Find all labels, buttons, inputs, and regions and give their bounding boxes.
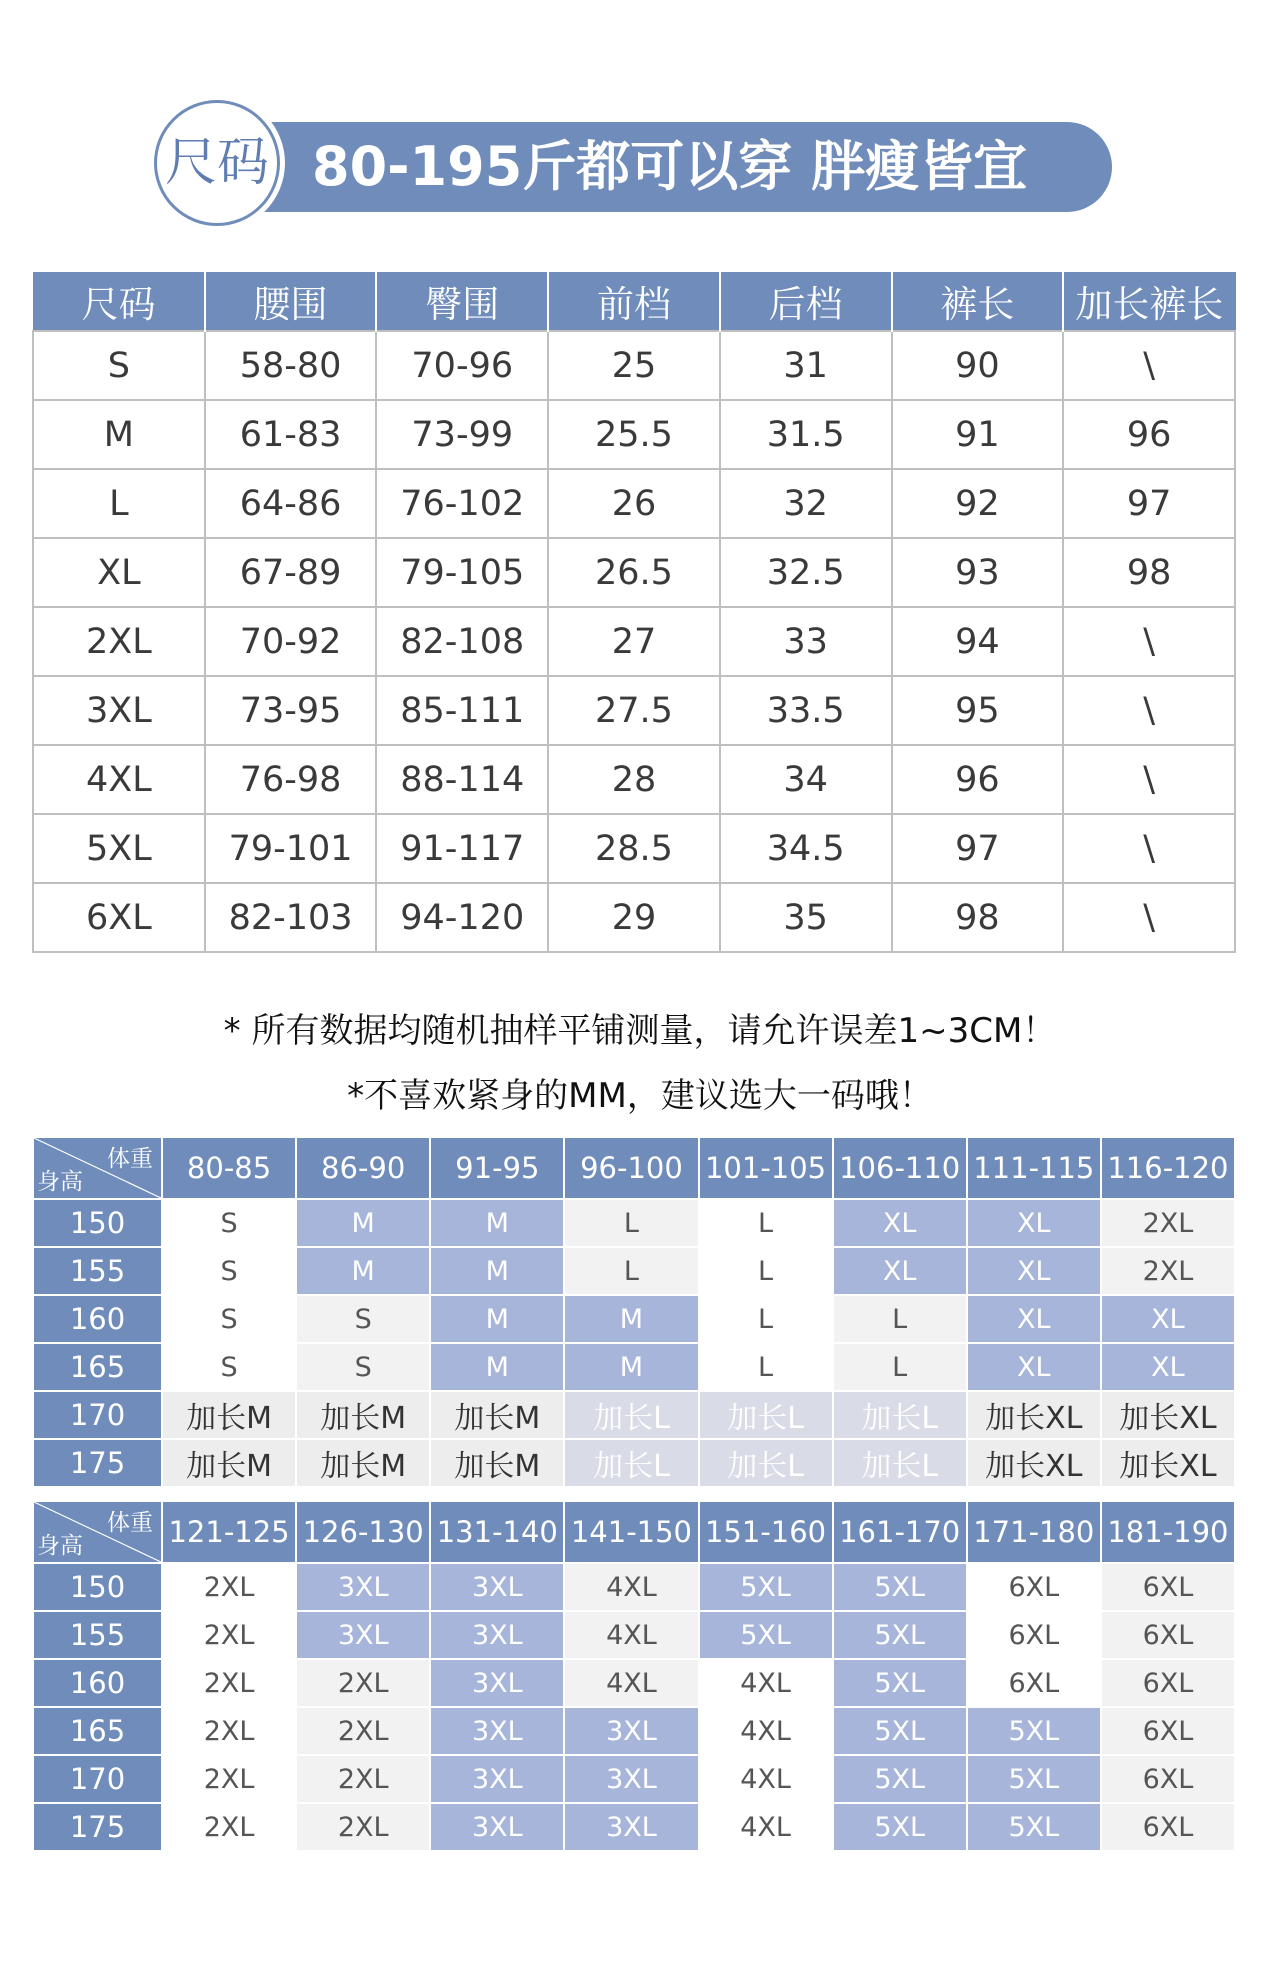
size-chart-cell: 96: [1063, 400, 1235, 469]
size-chart-cell: 27: [548, 607, 720, 676]
height-header: 170: [33, 1391, 162, 1439]
size-chart-cell: 88-114: [376, 745, 548, 814]
recommended-size-cell: 加长M: [296, 1391, 430, 1439]
recommended-size-cell: 加长L: [564, 1439, 698, 1487]
grid-row: [33, 1295, 1235, 1343]
size-chart-row: [33, 538, 1235, 607]
recommended-size-cell: 3XL: [564, 1707, 698, 1755]
recommended-size-cell: 4XL: [564, 1611, 698, 1659]
recommended-size-cell: L: [833, 1343, 967, 1391]
size-chart-cell: \: [1063, 814, 1235, 883]
recommended-size-cell: 2XL: [296, 1659, 430, 1707]
recommended-size-cell: 加长M: [162, 1439, 296, 1487]
recommended-size-cell: 3XL: [296, 1563, 430, 1611]
grid-row: [33, 1803, 1235, 1851]
recommended-size-cell: 加长L: [699, 1391, 833, 1439]
size-chart-cell: 79-105: [376, 538, 548, 607]
size-chart-cell: 25.5: [548, 400, 720, 469]
recommended-size-cell: 3XL: [430, 1563, 564, 1611]
size-chart-cell: 97: [892, 814, 1064, 883]
recommended-size-cell: XL: [967, 1247, 1101, 1295]
size-chart-cell: 61-83: [205, 400, 377, 469]
recommended-size-cell: 3XL: [430, 1755, 564, 1803]
size-chart-cell: L: [33, 469, 205, 538]
size-chart-cell: \: [1063, 883, 1235, 952]
recommended-size-cell: M: [430, 1343, 564, 1391]
size-chart-cell: 2XL: [33, 607, 205, 676]
grid-row: [33, 1755, 1235, 1803]
height-header: 150: [33, 1199, 162, 1247]
recommended-size-cell: XL: [967, 1199, 1101, 1247]
recommended-size-cell: XL: [1101, 1343, 1235, 1391]
weight-range-header: 116-120: [1101, 1137, 1235, 1199]
recommended-size-cell: 加长M: [162, 1391, 296, 1439]
weight-range-header: 86-90: [296, 1137, 430, 1199]
weight-range-header: 181-190: [1101, 1501, 1235, 1563]
size-chart-header-cell: 臀围: [376, 271, 548, 331]
size-chart-cell: 73-95: [205, 676, 377, 745]
recommended-size-cell: 加长XL: [967, 1391, 1101, 1439]
size-chart-cell: 70-92: [205, 607, 377, 676]
recommended-size-cell: S: [162, 1247, 296, 1295]
size-chart-cell: 79-101: [205, 814, 377, 883]
size-chart-cell: 92: [892, 469, 1064, 538]
recommended-size-cell: XL: [967, 1295, 1101, 1343]
grid-header-row: [33, 1137, 1235, 1199]
recommended-size-cell: XL: [833, 1247, 967, 1295]
height-header: 160: [33, 1295, 162, 1343]
weight-range-header: 91-95: [430, 1137, 564, 1199]
size-chart-row: [33, 400, 1235, 469]
size-chart-table: [32, 270, 1236, 953]
size-chart-cell: 28: [548, 745, 720, 814]
recommended-size-cell: 6XL: [1101, 1707, 1235, 1755]
weight-range-header: 106-110: [833, 1137, 967, 1199]
recommended-size-cell: 3XL: [430, 1803, 564, 1851]
size-chart-cell: 31.5: [720, 400, 892, 469]
measurement-note: * 所有数据均随机抽样平铺测量，请允许误差1~3CM！: [223, 1011, 1057, 1051]
weight-range-header: 121-125: [162, 1501, 296, 1563]
size-chart-row: [33, 745, 1235, 814]
height-header: 175: [33, 1803, 162, 1851]
recommended-size-cell: S: [296, 1295, 430, 1343]
weight-range-header: 101-105: [699, 1137, 833, 1199]
recommended-size-cell: 加长L: [833, 1439, 967, 1487]
recommended-size-cell: 2XL: [162, 1707, 296, 1755]
size-chart-cell: 26: [548, 469, 720, 538]
size-chart-row: [33, 676, 1235, 745]
recommended-size-cell: L: [699, 1199, 833, 1247]
recommended-size-cell: XL: [1101, 1295, 1235, 1343]
size-chart-body: [33, 331, 1235, 952]
weight-range-header: 151-160: [699, 1501, 833, 1563]
size-chart-cell: \: [1063, 331, 1235, 400]
size-chart-row: [33, 469, 1235, 538]
size-chart-cell: XL: [33, 538, 205, 607]
size-chart-cell: 76-98: [205, 745, 377, 814]
recommended-size-cell: 3XL: [430, 1611, 564, 1659]
recommended-size-cell: M: [296, 1199, 430, 1247]
size-chart-header-row: [33, 271, 1235, 331]
size-chart-cell: 29: [548, 883, 720, 952]
recommended-size-cell: 5XL: [833, 1611, 967, 1659]
recommended-size-cell: 5XL: [833, 1707, 967, 1755]
size-chart-cell: \: [1063, 745, 1235, 814]
grid-row: [33, 1563, 1235, 1611]
recommended-size-cell: 加长L: [833, 1391, 967, 1439]
recommended-size-cell: 3XL: [564, 1755, 698, 1803]
recommended-size-cell: 3XL: [430, 1659, 564, 1707]
size-chart-cell: S: [33, 331, 205, 400]
size-chart-cell: 82-103: [205, 883, 377, 952]
size-chart-cell: 76-102: [376, 469, 548, 538]
corner-height-label: 身高: [37, 1169, 83, 1195]
size-chart-cell: 32: [720, 469, 892, 538]
banner-badge-label: 尺码: [164, 133, 269, 193]
size-chart-cell: \: [1063, 607, 1235, 676]
recommended-size-cell: L: [564, 1247, 698, 1295]
grid-header-row: [33, 1501, 1235, 1563]
recommended-size-cell: 6XL: [1101, 1563, 1235, 1611]
size-chart-cell: 82-108: [376, 607, 548, 676]
header-banner: [152, 100, 1112, 230]
recommended-size-cell: 5XL: [833, 1659, 967, 1707]
recommended-size-cell: 加长M: [430, 1439, 564, 1487]
recommended-size-cell: 6XL: [967, 1563, 1101, 1611]
size-chart-cell: 95: [892, 676, 1064, 745]
size-chart-cell: 67-89: [205, 538, 377, 607]
recommended-size-cell: 加长XL: [1101, 1391, 1235, 1439]
recommended-size-cell: 5XL: [967, 1755, 1101, 1803]
size-recommendation-grid-light: [32, 1136, 1236, 1488]
banner-badge: [154, 100, 280, 226]
size-chart-row: [33, 607, 1235, 676]
grid-row: [33, 1247, 1235, 1295]
size-chart-cell: 93: [892, 538, 1064, 607]
size-chart-cell: 85-111: [376, 676, 548, 745]
recommended-size-cell: 2XL: [296, 1755, 430, 1803]
recommended-size-cell: 5XL: [833, 1803, 967, 1851]
size-chart-cell: 34.5: [720, 814, 892, 883]
size-chart-cell: 27.5: [548, 676, 720, 745]
recommended-size-cell: 加长M: [296, 1439, 430, 1487]
grid-corner-cell: [33, 1501, 162, 1563]
size-chart-cell: 98: [1063, 538, 1235, 607]
recommended-size-cell: 4XL: [699, 1707, 833, 1755]
size-chart-cell: 3XL: [33, 676, 205, 745]
size-chart-row: [33, 883, 1235, 952]
size-chart-cell: \: [1063, 676, 1235, 745]
weight-range-header: 131-140: [430, 1501, 564, 1563]
size-chart-cell: 5XL: [33, 814, 205, 883]
size-chart-cell: 33: [720, 607, 892, 676]
recommended-size-cell: 4XL: [699, 1659, 833, 1707]
weight-range-header: 126-130: [296, 1501, 430, 1563]
size-recommendation-grid-heavy: [32, 1500, 1236, 1852]
size-chart-cell: 90: [892, 331, 1064, 400]
size-chart-header-cell: 裤长: [892, 271, 1064, 331]
recommended-size-cell: 6XL: [1101, 1659, 1235, 1707]
grid-corner-cell: [33, 1137, 162, 1199]
recommended-size-cell: M: [430, 1199, 564, 1247]
size-chart-cell: 28.5: [548, 814, 720, 883]
recommended-size-cell: M: [430, 1247, 564, 1295]
recommended-size-cell: 4XL: [564, 1563, 698, 1611]
recommended-size-cell: 6XL: [1101, 1755, 1235, 1803]
size-chart-cell: 97: [1063, 469, 1235, 538]
recommended-size-cell: 2XL: [1101, 1247, 1235, 1295]
banner-title: 80-195斤都可以穿 胖瘦皆宜: [312, 135, 1028, 198]
recommended-size-cell: M: [564, 1295, 698, 1343]
size-chart-row: [33, 331, 1235, 400]
size-chart-cell: 94: [892, 607, 1064, 676]
recommended-size-cell: 4XL: [699, 1755, 833, 1803]
height-header: 155: [33, 1611, 162, 1659]
recommended-size-cell: L: [699, 1295, 833, 1343]
recommended-size-cell: S: [162, 1295, 296, 1343]
size-chart-cell: 94-120: [376, 883, 548, 952]
recommended-size-cell: 2XL: [296, 1707, 430, 1755]
size-chart-cell: 32.5: [720, 538, 892, 607]
grid-row: [33, 1659, 1235, 1707]
size-chart-cell: 73-99: [376, 400, 548, 469]
size-chart-cell: 96: [892, 745, 1064, 814]
recommended-size-cell: L: [564, 1199, 698, 1247]
recommended-size-cell: 3XL: [296, 1611, 430, 1659]
size-chart-cell: 34: [720, 745, 892, 814]
recommended-size-cell: 5XL: [967, 1707, 1101, 1755]
grid-row: [33, 1391, 1235, 1439]
recommended-size-cell: 5XL: [833, 1563, 967, 1611]
corner-height-label: 身高: [37, 1533, 83, 1559]
size-chart-header-cell: 后档: [720, 271, 892, 331]
size-chart-row: [33, 814, 1235, 883]
size-chart-cell: 70-96: [376, 331, 548, 400]
recommended-size-cell: 6XL: [967, 1611, 1101, 1659]
recommended-size-cell: 2XL: [162, 1803, 296, 1851]
height-header: 160: [33, 1659, 162, 1707]
recommended-size-cell: 6XL: [1101, 1803, 1235, 1851]
recommended-size-cell: L: [833, 1295, 967, 1343]
recommended-size-cell: 6XL: [1101, 1611, 1235, 1659]
grid-row: [33, 1707, 1235, 1755]
recommended-size-cell: 5XL: [699, 1611, 833, 1659]
recommended-size-cell: L: [699, 1247, 833, 1295]
recommended-size-cell: 2XL: [162, 1611, 296, 1659]
grid-row: [33, 1439, 1235, 1487]
height-header: 165: [33, 1343, 162, 1391]
size-chart-cell: 35: [720, 883, 892, 952]
weight-range-header: 171-180: [967, 1501, 1101, 1563]
recommended-size-cell: 加长M: [430, 1391, 564, 1439]
recommended-size-cell: 加长XL: [1101, 1439, 1235, 1487]
recommended-size-cell: 5XL: [699, 1563, 833, 1611]
size-chart-header-cell: 前档: [548, 271, 720, 331]
recommended-size-cell: 2XL: [296, 1803, 430, 1851]
recommended-size-cell: 2XL: [162, 1659, 296, 1707]
recommended-size-cell: 6XL: [967, 1659, 1101, 1707]
recommended-size-cell: 2XL: [162, 1755, 296, 1803]
size-chart-header-cell: 腰围: [205, 271, 377, 331]
recommended-size-cell: 3XL: [564, 1803, 698, 1851]
recommended-size-cell: L: [699, 1343, 833, 1391]
size-chart-cell: M: [33, 400, 205, 469]
size-chart-cell: 4XL: [33, 745, 205, 814]
weight-range-header: 96-100: [564, 1137, 698, 1199]
recommended-size-cell: 2XL: [162, 1563, 296, 1611]
recommended-size-cell: XL: [833, 1199, 967, 1247]
grid-row: [33, 1199, 1235, 1247]
recommended-size-cell: 加长XL: [967, 1439, 1101, 1487]
recommended-size-cell: S: [296, 1343, 430, 1391]
height-header: 165: [33, 1707, 162, 1755]
height-header: 170: [33, 1755, 162, 1803]
recommended-size-cell: 4XL: [699, 1803, 833, 1851]
size-chart-cell: 98: [892, 883, 1064, 952]
recommended-size-cell: S: [162, 1199, 296, 1247]
weight-range-header: 80-85: [162, 1137, 296, 1199]
size-chart-cell: 91: [892, 400, 1064, 469]
weight-range-header: 141-150: [564, 1501, 698, 1563]
size-chart-cell: 64-86: [205, 469, 377, 538]
grid-row: [33, 1611, 1235, 1659]
size-chart-header-cell: 尺码: [33, 271, 205, 331]
height-header: 175: [33, 1439, 162, 1487]
sizing-advice-note: *不喜欢紧身的MM，建议选大一码哦！: [347, 1076, 933, 1116]
size-chart-cell: 58-80: [205, 331, 377, 400]
recommended-size-cell: 加长L: [699, 1439, 833, 1487]
corner-weight-label: 体重: [107, 1146, 153, 1172]
recommended-size-cell: 4XL: [564, 1659, 698, 1707]
recommended-size-cell: 5XL: [833, 1755, 967, 1803]
size-chart-cell: 6XL: [33, 883, 205, 952]
grid-row: [33, 1343, 1235, 1391]
size-chart-cell: 25: [548, 331, 720, 400]
height-header: 150: [33, 1563, 162, 1611]
weight-range-header: 161-170: [833, 1501, 967, 1563]
size-chart-cell: 91-117: [376, 814, 548, 883]
recommended-size-cell: M: [296, 1247, 430, 1295]
recommended-size-cell: M: [564, 1343, 698, 1391]
height-header: 155: [33, 1247, 162, 1295]
recommended-size-cell: XL: [967, 1343, 1101, 1391]
recommended-size-cell: 3XL: [430, 1707, 564, 1755]
size-chart-cell: 31: [720, 331, 892, 400]
weight-range-header: 111-115: [967, 1137, 1101, 1199]
recommended-size-cell: 2XL: [1101, 1199, 1235, 1247]
size-chart-header-cell: 加长裤长: [1063, 271, 1235, 331]
recommended-size-cell: 加长L: [564, 1391, 698, 1439]
corner-weight-label: 体重: [107, 1510, 153, 1536]
recommended-size-cell: S: [162, 1343, 296, 1391]
recommended-size-cell: M: [430, 1295, 564, 1343]
size-chart-cell: 26.5: [548, 538, 720, 607]
size-chart-cell: 33.5: [720, 676, 892, 745]
recommended-size-cell: 5XL: [967, 1803, 1101, 1851]
